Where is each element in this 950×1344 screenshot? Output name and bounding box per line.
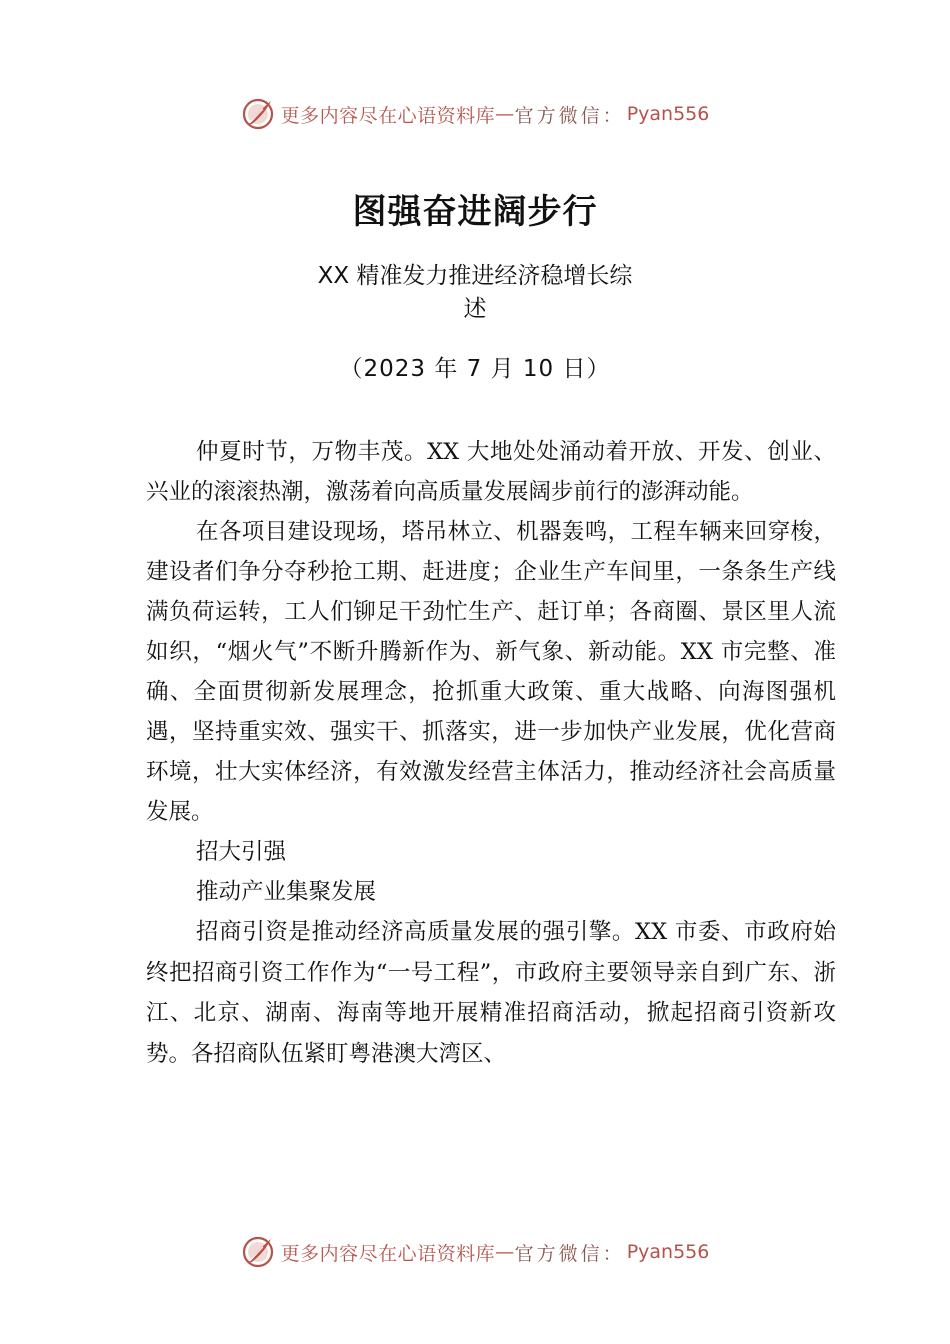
watermark-banner-bottom <box>0 1232 950 1272</box>
brand-text: 更多内容尽在心语资料库 <box>280 104 496 127</box>
quill-logo-icon <box>241 97 275 131</box>
document-date: （2023 年 7 月 10 日） <box>339 356 611 382</box>
paragraph: 招商引资是推动经济高质量发展的强引擎。XX 市委、市政府始终把招商引资工作作为“一号工程”，市政府主要领导亲自到广东、浙江、北京、湖南、海南等地开展精准招商活动，掀起招商引资新攻势。各招商队伍紧盯粤港澳大湾区、 <box>146 919 836 1067</box>
subtitle-line-2: 述 <box>463 296 487 322</box>
separator-dash: — <box>495 103 515 125</box>
section-subheading: 推动产业集聚发展 <box>196 879 377 905</box>
paragraph: 在各项目建设现场，塔吊林立、机器轰鸣，工程车辆来回穿梭，建设者们争分夺秒抢工期、赶进度；企业生产车间里，一条条生产线满负荷运转，工人们铆足干劲忙生产、赶订单；各商圈、景区里人流如织，“烟火气”不断升腾新作为、新气象、新动能。XX 市完整、准确、全面贯彻新发展理念，抢抓重大政策、重大战略、向海图强机遇，坚持重实效、强实干、抓落实，进一步加快产业发展，优化营商环境，壮大实体经济，有效激发经营主体活力，推动经济社会高质量发展。 <box>146 519 836 825</box>
wechat-label: 官方微信： <box>514 104 625 127</box>
document-title: 图强奋进阔步行 <box>352 192 598 232</box>
separator-dash: — <box>495 1241 515 1263</box>
subtitle-line-1: XX 精准发力推进经济稳增长综 <box>317 263 633 289</box>
brand-text: 更多内容尽在心语资料库 <box>280 1242 496 1265</box>
wechat-label: 官方微信： <box>514 1242 625 1265</box>
section-heading: 招大引强 <box>196 839 287 865</box>
wechat-id: Pyan556 <box>626 1241 710 1263</box>
wechat-id: Pyan556 <box>626 103 710 125</box>
quill-logo-icon <box>241 1235 275 1269</box>
document-body <box>146 432 836 1074</box>
document-subtitle <box>280 260 670 326</box>
paragraph: 仲夏时节，万物丰茂。XX 大地处处涌动着开放、开发、创业、兴业的滚滚热潮，激荡着向高质量发展阔步前行的澎湃动能。 <box>146 439 836 505</box>
watermark-banner-top <box>0 94 950 134</box>
